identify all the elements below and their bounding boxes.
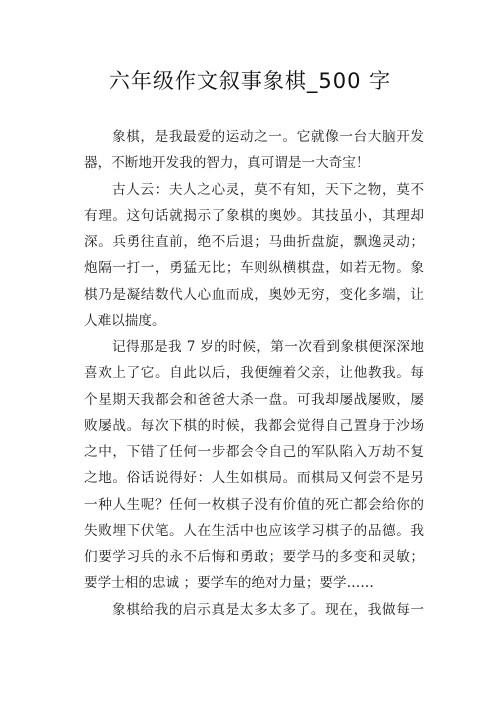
paragraph-line: 炮隔一打一，勇猛无比；车则纵横棋盘，如若无物。象	[84, 260, 424, 277]
document-body	[84, 124, 424, 623]
paragraph-line: 个星期天我都会和爸爸大杀一盘。可我却屡战屡败，屡	[84, 391, 424, 408]
paragraph-line: 一种人生呢？任何一枚棋子没有价值的死亡都会给你的	[84, 496, 424, 513]
paragraph-line: 失败埋下伏笔。人在生活中也应该学习棋子的品德。我	[84, 522, 424, 539]
paragraph-line: 象棋，是我最爱的运动之一。它就像一台大脑开发	[112, 129, 424, 145]
paragraph-line: 人难以揣度。	[84, 312, 166, 329]
paragraph-line: 象棋给我的启示真是太多太多了。现在，我做每一	[112, 601, 424, 618]
paragraph-line: 器，不断地开发我的智力，真可谓是一大奇宝！	[84, 155, 370, 172]
document-title: 六年级作文叙事象棋_500 字	[108, 69, 392, 93]
paragraph-line: 喜欢上了它。自此以后，我便缠着父亲，让他教我。每	[84, 365, 424, 382]
paragraph-line: 们要学习兵的永不后悔和勇敢；要学马的多变和灵敏；	[84, 549, 424, 565]
paragraph-line: 有理。这句话就揭示了象棋的奥妙。其技虽小，其理却	[84, 207, 424, 224]
paragraph-line: 古人云：夫人之心灵，莫不有知，天下之物，莫不	[112, 181, 424, 198]
paragraph-line: 记得那是我 7 岁的时候，第一次看到象棋便深深地	[112, 339, 424, 355]
paragraph-line: 之地。俗话说得好：人生如棋局。而棋局又何尝不是另	[84, 470, 424, 487]
paragraph-line: 深。兵勇往直前，绝不后退；马曲折盘旋，飘逸灵动；	[84, 234, 424, 250]
paragraph-line: 要学士相的忠诚 ；要学车的绝对力量；要学……	[84, 575, 374, 592]
paragraph-line: 败屡战。每次下棋的时候，我都会觉得自己置身于沙场	[84, 417, 424, 434]
paragraph-line: 棋乃是凝结数代人心血而成，奥妙无穷，变化多端，让	[84, 286, 424, 303]
paragraph-line: 之中，下错了任何一步都会令自己的军队陷入万劫不复	[84, 444, 424, 460]
